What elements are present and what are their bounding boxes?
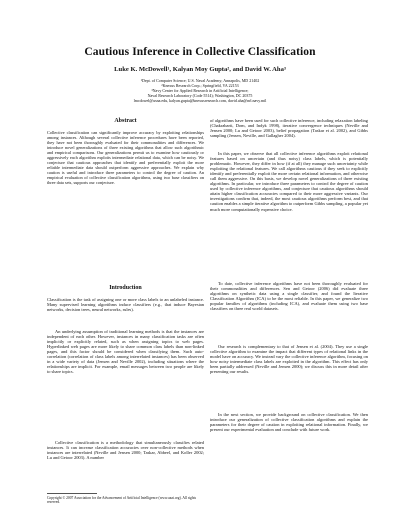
author-emails: lmcdowel@usna.edu, kalyan.gupta@knexusresearch.com, david.aha@nrl.navy.mil (133, 98, 267, 104)
affiliation-line: ³Navy Center for Applied Research in Artificial Intelligence; (151, 88, 249, 94)
body-paragraph: In this paper, we observe that all collective inference algorithms exploit relational features based on uncertain (and thus noisy) class labels, which is potentially problematic. However, they differ in how (if at all) they manage such uncertainty while exploiting the relational features. We call algorithms cautious if they seek to explicitly identify and preferentially exploit the more certain relational information, and otherwise call them aggressive. On this basis, we develop novel generalizations of three existing algorithms. In particular, we introduce three parameters to control the degree of caution used by collective inference algorithms, and conjecture that cautious algorithms should attain higher classification accuracies compared to their more aggressive variants. Our investigations confirm that, indeed, the most cautious algorithms perform best, and that caution enables a simple iterative algorithm to outperform Gibbs sampling, a popular yet much more computationally expensive choice. (210, 151, 368, 212)
abstract-text: Collective classification can significantly improve accuracy by exploiting relationships among instances. Although several collective inference procedures have been reported, they have not been thoroughly evaluated for their commonalities and differences. We introduce novel generalizations of three existing algorithms that allow such algorithmic and empirical comparisons. Our generalizations permit us to examine how cautiously or aggressively each algorithm exploits intermediate relational data, which can be noisy. We conjecture that cautious approaches that identify and preferentially exploit the more reliable intermediate data should outperform aggressive approaches. We explain why caution is useful and introduce three parameters to control the degree of caution. An empirical evaluation of collective classification algorithms, using two base classifiers on three data sets, supports our conjecture. (47, 130, 204, 185)
body-paragraph: To date, collective inference algorithms have not been thoroughly evaluated for their commonalities and differences. Sen and Getoor (2006) did evaluate three algorithms on synthetic data using a single classifier, and found the Iterative Classification Algorithm (ICA) to be the most reliable. In this paper, we generalize two popular families of algorithms (including ICA), and evaluate them using two base classifiers on three real world datasets. (210, 281, 368, 312)
introduction-heading: Introduction (109, 285, 142, 291)
intro-paragraph: Classification is the task of assigning one or more class labels to an unlabeled instance. Many supervised learning algorithms induce classifiers (e.g., that induce Bayesian networks, decision trees, neural networks, rules). (47, 297, 204, 313)
intro-paragraph: An underlying assumption of traditional learning methods is that the instances are independent of each other. However, instances in many classification tasks are often implicitly or explicitly related, such as when assigning topics to web pages. Hyperlinked web pages are more likely to share common class labels than non-linked pages, and this factor should be considered when classifying them. Such auto-correlation (correlation of class labels among interrelated instances) has been observed in a wide variety of data (Jensen and Neville 2002), including situations where the relationships are implicit. For example, email messages between two people are likely to share topics. (47, 329, 204, 375)
affiliation-line: ¹Dept. of Computer Science; U.S. Naval Academy; Annapolis, MD 21402 (140, 78, 260, 83)
footnote-rule (47, 493, 97, 494)
body-paragraph: Our research is complementary to that of Jensen et al. (2004). They use a single collective algorithm to examine the impact that different types of relational links in the model have on accuracy. We instead vary the collective inference algorithm, focusing on how noisy intermediate class labels are exploited in the algorithm. This effect has only been partially addressed (Neville and Jensen 2000); we discuss this in more detail after presenting our results. (210, 344, 368, 375)
paper-title: Cautious Inference in Collective Classification (84, 46, 316, 58)
copyright-notice: Copyright © 2007 Association for the Advancement of Artificial Intelligence (www.aaai.org). All rights reserved. (47, 496, 197, 505)
body-paragraph: In the next section, we provide background on collective classification. We then introduce our generalization of collective classification algorithms and explain the parameters for their degree of caution in exploiting relational information. Finally, we present our experimental evaluation and conclude with future work. (210, 412, 368, 433)
affiliations (0, 78, 400, 103)
author-list: Luke K. McDowell¹, Kalyan Moy Gupta², and David W. Aha³ (114, 66, 286, 73)
affiliation-line: ²Knexus Research Corp.; Springfield, VA 22153 (161, 83, 239, 89)
affiliation-line: Naval Research Laboratory (Code 5514); Washington, DC 20375 (147, 93, 253, 99)
body-paragraph: of algorithms have been used for such collective inference, including relaxation labeling (Chakrabarti, Dom, and Indyk 1998), iterative convergence techniques (Neville and Jensen 2000; Lu and Getoor 2003), belief propagation (Taskar et al. 2002), and Gibbs sampling (Jensen, Neville, and Gallagher 2004). (210, 118, 368, 139)
abstract-heading: Abstract (114, 118, 137, 124)
intro-paragraph: Collective classification is a methodology that simultaneously classifies related instances. It can increase classification accuracies over non-collective methods when instances are interrelated (Neville and Jensen 2000; Taskar, Abbeel, and Koller 2002; Lu and Getoor 2003). A number (47, 440, 204, 461)
